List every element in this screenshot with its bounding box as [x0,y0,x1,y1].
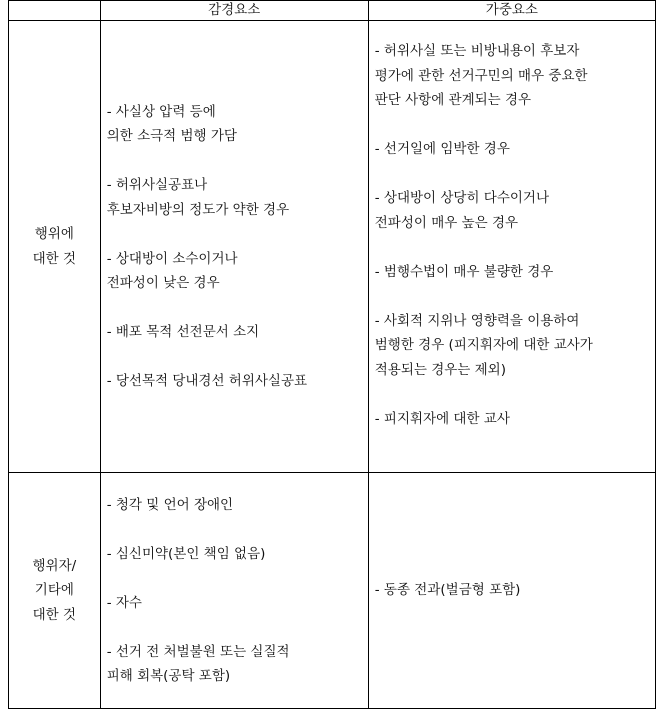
factor-item: - 선거 전 처벌불원 또는 실질적 피해 회복(공탁 포함) [106,643,290,684]
row-label-line: 행위자/ [32,557,77,574]
row-label-line: 행위에 [34,226,74,242]
factor-item: - 선거일에 임박한 경우 [374,141,510,157]
factor-item: - 당선목적 당내경선 허위사실공표 [106,373,308,389]
aggravating-cell-actor-other [368,473,655,709]
factor-item: - 동종 전과(벌금형 포함) [374,582,521,599]
header-aggravating: 가중요소 [368,1,655,21]
row-label-line: 대한 것 [32,606,77,623]
factor-item: - 사실상 압력 등에 의한 소극적 범행 가담 [106,103,237,144]
factor-item: - 범행수법이 매우 불량한 경우 [374,263,554,280]
factor-item: - 상대방이 소수이거나 전파성이 낮은 경우 [106,250,238,291]
factor-item: - 사회적 지위나 영향력을 이용하여 범행한 경우 (피지휘자에 대한 교사가 적용되는 경우는 제외) [374,312,593,378]
factor-item: - 허위사실 또는 비방내용이 후보자 평가에 관한 선거구민의 매우 중요한 판단 사항에 관계되는 경우 [374,43,588,108]
factor-item: - 피지휘자에 대한 교사 [374,410,510,427]
factor-item: - 배포 목적 선전문서 소지 [106,324,260,340]
row-label-conduct [9,21,101,473]
header-blank [9,1,101,21]
factor-item: - 심신미약(본인 책임 없음) [106,545,266,562]
row-label-actor-other [9,473,101,709]
header-row [9,1,656,21]
sentencing-factors-table [8,0,656,709]
factor-item: - 자수 [106,594,142,611]
mitigating-cell-actor-other [100,473,368,709]
row-label-line: 기타에 [34,582,74,599]
factor-item: - 청각 및 언어 장애인 [106,496,234,513]
row-actor-other [9,473,656,709]
aggravating-cell-conduct [368,21,655,473]
factor-item: - 상대방이 상당히 다수이거나 전파성이 매우 높은 경우 [374,190,550,231]
header-mitigating: 감경요소 [100,1,368,21]
row-conduct [9,21,656,473]
row-label-line: 대한 것 [32,250,77,267]
factor-item: - 허위사실공표나 후보자비방의 정도가 약한 경우 [106,177,290,218]
mitigating-cell-conduct [100,21,368,473]
